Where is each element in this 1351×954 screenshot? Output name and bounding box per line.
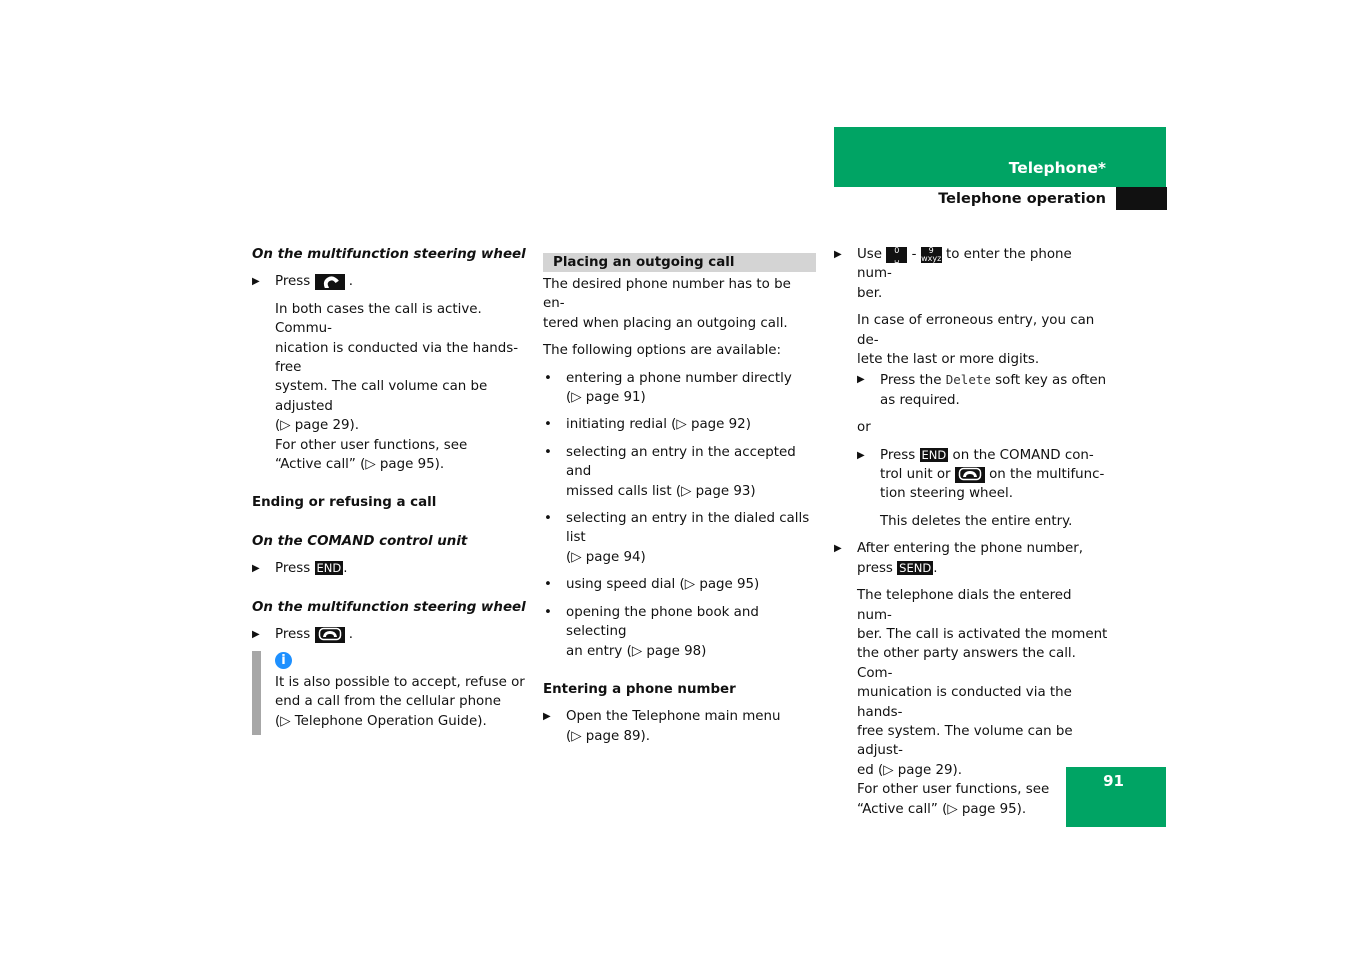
list-item: • entering a phone number directly (▷ page 91) [543,369,816,408]
column-right [834,245,1110,819]
options-intro: The following options are available: [543,343,782,359]
end-key: END [921,447,947,462]
list-item: • initiating redial (▷ page 92) [543,415,816,434]
header-marker [1116,187,1167,210]
or-label: or [857,420,871,436]
step-press-hangup: ▶ Press . [252,625,528,644]
erroneous-entry-text: In case of erroneous entry, you can de- lete the last or more digits. [857,313,1095,368]
list-item: • selecting an entry in the dialed calls list (▷ page 94) [543,509,816,567]
substep-delete: ▶ Press the Delete soft key as often as required. [834,370,1110,410]
heading-ending-call: Ending or refusing a call [252,495,437,511]
list-item: • using speed dial (▷ page 95) [543,575,816,594]
key-9-icon: 9 wxyz [921,246,942,263]
heading-entering-number: Entering a phone number [543,681,736,697]
section-heading-outgoing: Placing an outgoing call [543,253,816,272]
info-icon: i [275,652,292,669]
list-item: • selecting an entry in the accepted and missed calls list (▷ page 93) [543,443,816,501]
step-open-menu: ▶ Open the Telephone main menu (▷ page 89). [543,707,816,746]
subsection-title: Telephone operation [938,191,1106,207]
deletes-text: This deletes the entire entry. [880,513,1073,529]
dialing-description: The telephone dials the entered num- ber. The call is activated the moment the other party answers the call. Com- munication is conducted via the hands- free system. The volume can be adjust- ed (▷ page 29). For other user functions, see “Active call” (▷ page 95). [857,588,1108,817]
subheading-steering-wheel: On the multifunction steering wheel [252,247,526,262]
info-note: i It is also possible to accept, refuse or end a call from the cellular phone (▷ Telephone Operation Guide). [252,651,528,732]
page-number: 91 [1103,772,1124,790]
subheading-steering-wheel-2: On the multifunction steering wheel [252,599,526,615]
column-middle [543,253,816,746]
substep-end: ▶ Press END on the COMAND con- trol unit or on the multifunc- tion steering wheel. [834,446,1110,504]
step-press-accept: ▶ Press . [252,272,528,291]
send-key: SEND [899,560,932,575]
end-key: END [316,561,342,576]
column-left [252,245,528,731]
step-use-keys: ▶ Use 0 ␣ - 9 wxyz to enter the phone num- ber. [834,245,1110,303]
phone-end-icon [315,627,345,643]
note-bar [252,651,261,735]
phone-end-icon [955,467,985,483]
step-after-entering: ▶ After entering the phone number, press SEND . [834,539,1110,578]
list-item: • opening the phone book and selecting an entry (▷ page 98) [543,603,816,661]
key-0-icon: 0 ␣ [886,247,907,263]
outgoing-intro: The desired phone number has to be en- tered when placing an outgoing call. [543,277,791,331]
delete-softkey-label: Delete [945,372,991,388]
accept-description: In both cases the call is active. Commu- nication is conducted via the hands-free system. The call volume can be adjusted (▷ page 29). For other user functions, see “Active call” (▷ page 95). [275,301,519,473]
subheading-comand: On the COMAND control unit [252,533,468,549]
step-press-end: ▶ Press END . [252,559,528,578]
phone-accept-icon [315,274,345,290]
section-title: Telephone* [1008,159,1106,177]
